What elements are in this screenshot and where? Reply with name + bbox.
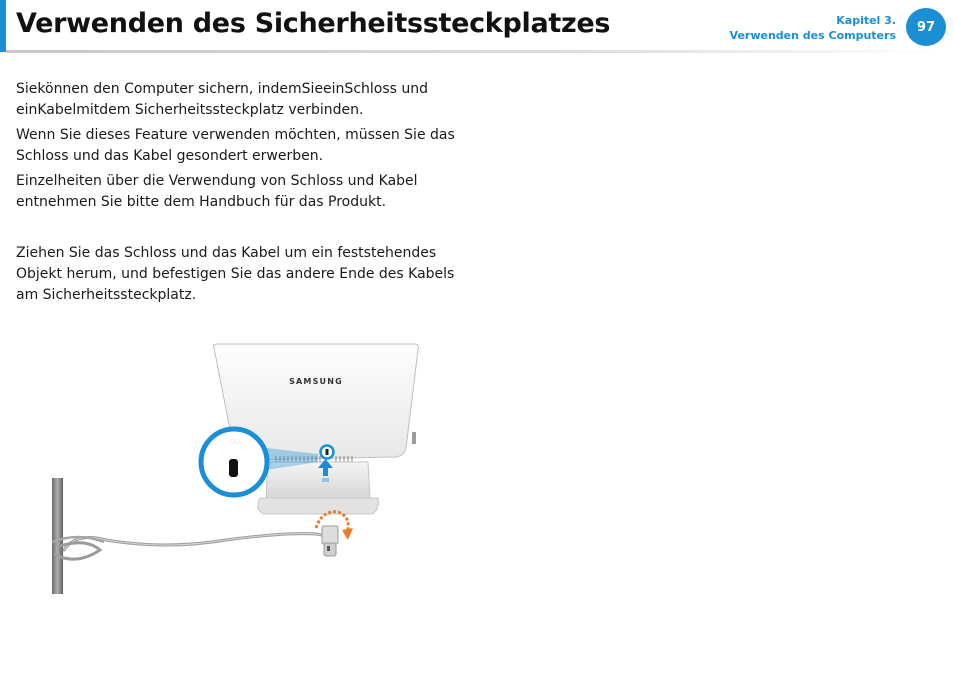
lock-icon [322,526,338,556]
computer-back-icon [46,336,426,594]
paragraph-instruction: Ziehen Sie das Schloss und das Kabel um ein feststehendes Objekt herum, und befestigen Sie das andere Ende des Kabels am Sicherheitssteckplatz. [16,245,455,303]
paragraph-purchase-note: Wenn Sie dieses Feature verwenden möchten, müssen Sie das Schloss und das Kabel gesondert erwerben. [16,127,455,164]
chapter-label: Kapitel 3. [836,14,896,27]
chapter-info [730,13,896,43]
svg-text:◌◌: ◌◌ [229,438,241,445]
paragraph-manual-note: Einzelheiten über die Verwendung von Schloss und Kabel entnehmen Sie bitte dem Handbuch für das Produkt. [16,173,418,210]
chapter-title: Verwenden des Computers [729,29,896,42]
pole-icon [52,478,63,594]
header-divider [6,50,946,53]
paragraph-intro: Siekönnen den Computer sichern, indemSieeinSchloss und einKabelmitdem Sicherheitssteckplatz verbinden. [16,81,429,118]
page-title: Verwenden des Sicherheitssteckplatzes [16,8,611,39]
header-accent-bar [0,0,6,52]
page-number-badge: 97 [906,8,946,46]
security-lock-illustration [46,336,426,594]
svg-text:SAMSUNG: SAMSUNG [289,377,343,386]
